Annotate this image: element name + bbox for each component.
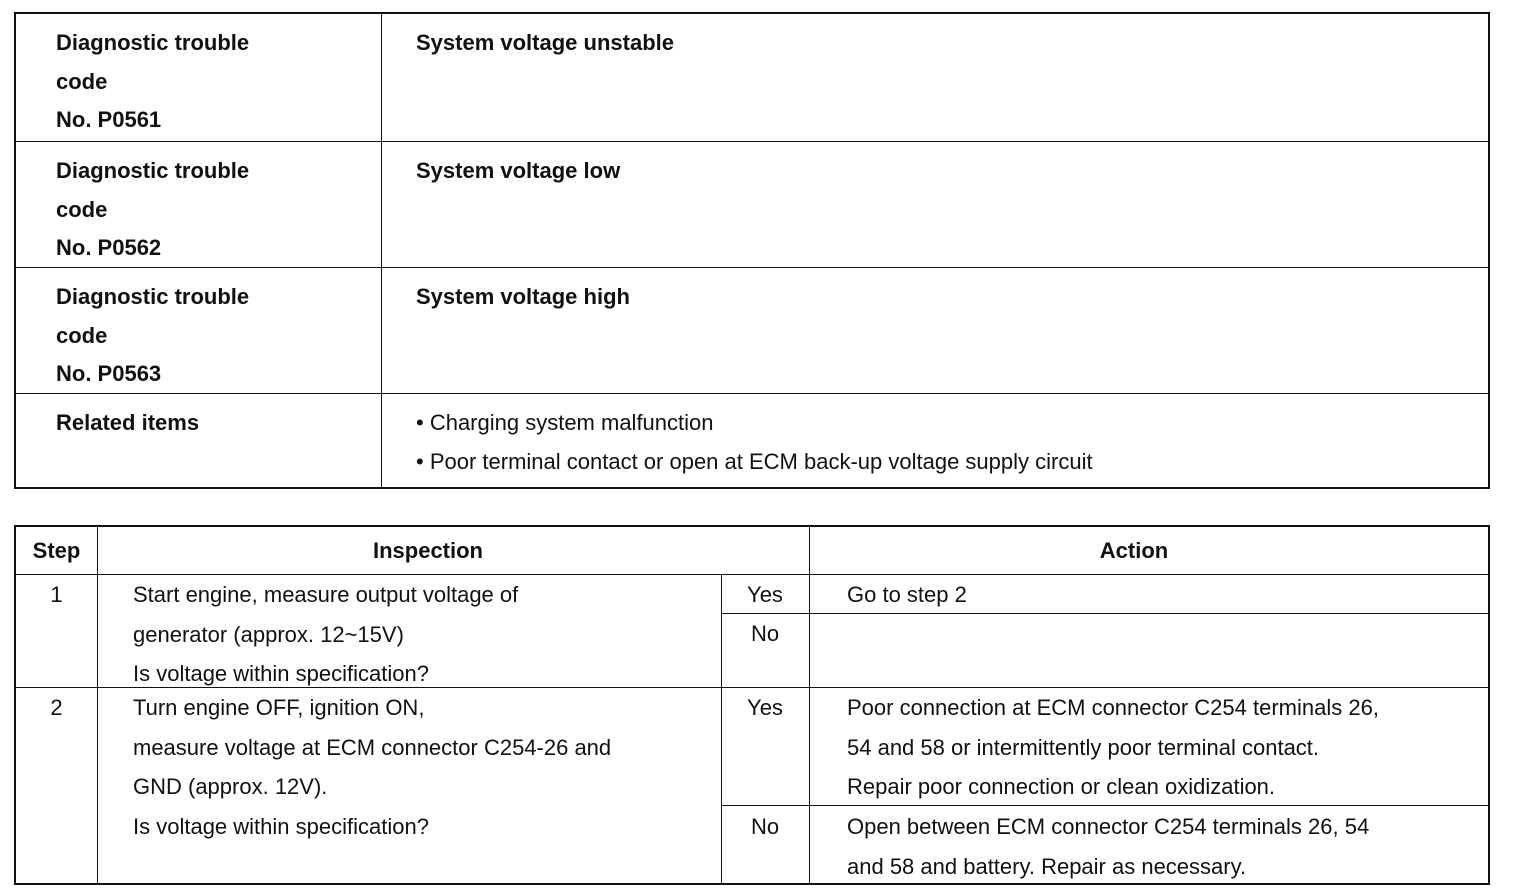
dtc-label-line: Diagnostic trouble <box>56 284 250 309</box>
dtc-code: No. P0563 <box>56 361 162 386</box>
dtc-row-p0561 <box>16 14 1488 142</box>
step-number: 2 <box>50 695 63 720</box>
action-line: Open between ECM connector C254 terminals 26, 54 <box>847 814 1370 839</box>
dtc-description <box>382 14 1488 141</box>
dtc-label <box>16 14 382 141</box>
dtc-table <box>14 12 1490 489</box>
dtc-description-text: System voltage low <box>416 158 621 183</box>
dtc-label-line: Diagnostic trouble <box>56 158 250 183</box>
column-divider <box>809 527 810 883</box>
inspection-line: Start engine, measure output voltage of <box>133 582 519 607</box>
yes-action <box>847 688 1379 807</box>
related-items-label <box>16 394 382 487</box>
yes-action <box>847 575 967 615</box>
inspection-line: measure voltage at ECM connector C254-26 and <box>133 734 612 760</box>
step-inspection <box>133 575 518 694</box>
dtc-label-line: code <box>56 68 108 94</box>
inspection-line: Is voltage within specification? <box>133 661 429 686</box>
action-line: Go to step 2 <box>847 582 967 607</box>
inspection-line: GND (approx. 12V). <box>133 774 328 799</box>
related-item: • Charging system malfunction <box>416 410 714 435</box>
related-items-list <box>382 394 1488 487</box>
related-items-label-text: Related items <box>56 410 200 435</box>
no-label: No <box>750 814 780 839</box>
dtc-label-line: code <box>56 322 108 348</box>
dtc-row-p0563 <box>16 268 1488 394</box>
inspection-line: generator (approx. 12~15V) <box>133 621 404 647</box>
action-line: Repair poor connection or clean oxidization. <box>847 774 1276 799</box>
dtc-label <box>16 142 382 267</box>
dtc-code: No. P0561 <box>56 107 162 132</box>
dtc-code: No. P0562 <box>56 235 162 260</box>
dtc-label <box>16 268 382 393</box>
dtc-description-text: System voltage high <box>416 284 630 309</box>
header-action: Action <box>1099 538 1169 563</box>
dtc-description <box>382 268 1488 393</box>
action-line: and 58 and battery. Repair as necessary. <box>847 853 1247 879</box>
related-items-row <box>16 394 1488 487</box>
dtc-label-line: Diagnostic trouble <box>56 30 250 55</box>
inspection-step-table <box>14 525 1490 885</box>
step-inspection <box>133 688 611 846</box>
inspection-line: Is voltage within specification? <box>133 813 429 839</box>
yes-no-divider <box>721 613 1488 614</box>
column-divider <box>97 527 98 883</box>
header-inspection: Inspection <box>372 538 483 563</box>
inspection-line: Turn engine OFF, ignition ON, <box>133 695 425 720</box>
no-action <box>847 807 1369 886</box>
related-item: • Poor terminal contact or open at ECM back-up voltage supply circuit <box>416 448 1093 474</box>
yes-label: Yes <box>747 695 783 720</box>
no-label: No <box>750 621 780 646</box>
dtc-description <box>382 142 1488 267</box>
action-line: 54 and 58 or intermittently poor terminal contact. <box>847 734 1320 760</box>
dtc-row-p0562 <box>16 142 1488 268</box>
action-line: Poor connection at ECM connector C254 terminals 26, <box>847 695 1379 720</box>
yes-label: Yes <box>747 582 783 607</box>
header-step: Step <box>32 538 81 563</box>
dtc-description-text: System voltage unstable <box>416 30 674 55</box>
step-number: 1 <box>50 582 63 607</box>
dtc-label-line: code <box>56 196 108 222</box>
